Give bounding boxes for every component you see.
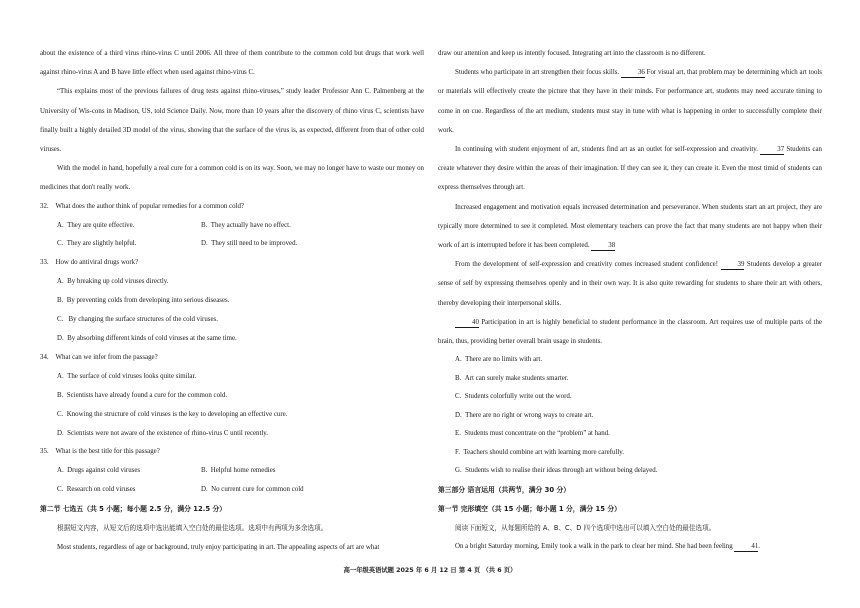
left-column [40,44,424,557]
passage-paragraph: Most students, regardless of age or background, truly enjoy participating in art. The appealing aspects of art are what [57,543,380,551]
passage-paragraph: “This explains most of the previous failures of drug tests against rhino-viruses,” study leader Professor Ann C. Palmenberg at the University of Wis-cons in Madison, US, told Science Daily. Now, more than 10 years after the discovery of rhino virus C, scientists have finally built a highly detailed 3D model of the virus, showing that the surface of the virus is, as expected, different from that of other cold viruses. [40,88,424,154]
paragraph-text: From the development of self-expression and creativity comes increased student confidence! [455,261,719,269]
blank-40: 40 [455,319,479,328]
passage-paragraph: draw our attention and keep us intently focused. Integrating art into the classroom is no different. [438,50,706,57]
section-title: 第二节 七选五（共 5 小题；每小题 2.5 分，满分 12.5 分） [40,505,227,514]
question-32 [40,198,424,255]
option-a: A. The surface of cold viruses looks quite similar. [57,372,197,380]
blank-36: 36 [621,69,645,78]
blank-37: 37 [760,146,784,155]
passage-paragraph [438,537,822,556]
option-b: B. Scientists have already found a cure for the common cold. [57,391,228,399]
option-c: C. They are slightly helpful. [57,240,137,248]
option-row [40,462,424,481]
option-d: D. By absorbing different kinds of cold viruses at the same time. [57,334,237,342]
question-stem: 34. What can we infer from the passage? [40,353,158,361]
part-title: 第三部分 语言运用（共两节，满分 30 分） [438,485,571,494]
page-footer: 高一年级英语试题 2025 年 6 月 12 日 第 4 页 （共 6 页） [343,567,517,574]
option-d: D. They still need to be improved. [201,240,298,248]
option-row [40,481,424,500]
option-e: E. Students must concentrate on the “problem” at hand. [455,430,610,438]
option-c: C. Students colorfully write out the word. [455,393,572,401]
passage-paragraph: With the model in hand, hopefully a real cure for a common cold is on its way. Soon, we may no longer have to waste our money on medicines that don't really work. [40,165,424,192]
option-d: D. Scientists were not aware of the existence of rhino-virus C until recently. [57,429,268,437]
paragraph-text: . [758,543,761,551]
paragraph-text: Students who participate in art strengthen their focus skills. [455,69,620,77]
blank-39: 39 [721,261,745,270]
paragraph-text: In continuing with student enjoyment of art, students find art as an outlet for self-expression and creativity. [455,146,759,154]
seven-choose-five-options [438,351,822,481]
option-c: C. Knowing the structure of cold viruses is the key to developing an effective cure. [57,410,288,418]
question-33 [40,254,424,349]
option-d: D. No current cure for common cold [201,486,304,494]
option-b: B. By preventing colds from developing into serious diseases. [57,297,230,305]
question-34 [40,349,424,444]
option-b: B. They actually have no effect. [201,221,291,229]
passage-paragraph: about the existence of a third virus rhino-virus C until 2006. All three of them contribute to the common cold but drugs that work well against rhino-virus A and B have little effect when used against rhino-virus C. [40,50,424,77]
option-f: F. Teachers should combine art with learning more carefully. [455,448,625,456]
section-instruction: 阅读下面短文，从每题所给的 A、B、C、D 四个选项中选出可以填入空白处的最佳选项。 [455,523,716,532]
option-b: B. Helpful home remedies [201,467,276,475]
option-g: G. Students wish to realise their ideas through art without being delayed. [455,467,658,475]
passage-paragraph [438,255,822,313]
paragraph-text: Increased engagement and motivation equals increased determination and perseverance. When students start an art project, they are typically more determined to see it completed. Most elementary teachers can prove the fact that many students are not happy when their work of art is interrupted before it has been completed. [438,203,822,250]
option-b: B. Art can surely make students smarter. [455,374,569,382]
paragraph-text: Students develop a greater sense of self by expressing themselves openly and in their own way. It is also quite rewarding for students to share their art with others, thereby developing their interpersonal skills. [438,261,822,307]
paragraph-text: For visual art, that problem may be determining which art tools or materials will effectively create the picture that they have in their minds. For performance art, students may need accurate timing to come in on cue. Regardless of the art medium, students must stay in tune with what is happening in order to successfully complete their work. [438,69,822,134]
option-c: C. Research on cold viruses [57,486,136,494]
paragraph-text: Students can create whatever they desire within the areas of their imagination. If they can see it, they can create it. Even the most timid of students can express themselves through art. [438,146,822,192]
section-title: 第一节 完形填空（共 15 小题；每小题 1 分，满分 15 分） [438,504,621,513]
option-c: C. By changing the surface structures of the cold viruses. [57,316,218,324]
section-instruction: 根据短文内容，从短文后的选项中选出能填入空白处的最佳选项。选项中有两项为多余选项。 [57,524,328,533]
passage-paragraph [438,140,822,198]
question-stem: 35. What is the best title for this passage? [40,448,160,456]
option-row [40,217,424,236]
blank-41: 41 [734,543,758,552]
passage-paragraph [438,63,822,140]
paragraph-text: Participation in art is highly beneficial to student performance in the classroom. Art requires use of multiple parts of the brain, thus, providing better overall brain usage in students. [438,318,822,346]
option-a: A. By breaking up cold viruses directly. [57,278,169,286]
option-d: D. There are no right or wrong ways to create art. [455,411,594,419]
question-stem: 33. How do antiviral drugs work? [40,259,139,267]
option-a: A. There are no limits with art. [455,356,543,364]
option-a: A. They are quite effective. [57,221,135,229]
question-35 [40,443,424,500]
passage-paragraph [438,198,822,256]
right-column [438,44,822,557]
paragraph-text: On a bright Saturday morning, Emily took a walk in the park to clear her mind. She had been feeling [455,543,733,551]
option-row [40,235,424,254]
option-a: A. Drugs against cold viruses [57,467,141,475]
passage-paragraph [438,313,822,351]
blank-38: 38 [591,242,615,251]
question-stem: 32. What does the author think of popular remedies for a common cold? [40,202,244,210]
